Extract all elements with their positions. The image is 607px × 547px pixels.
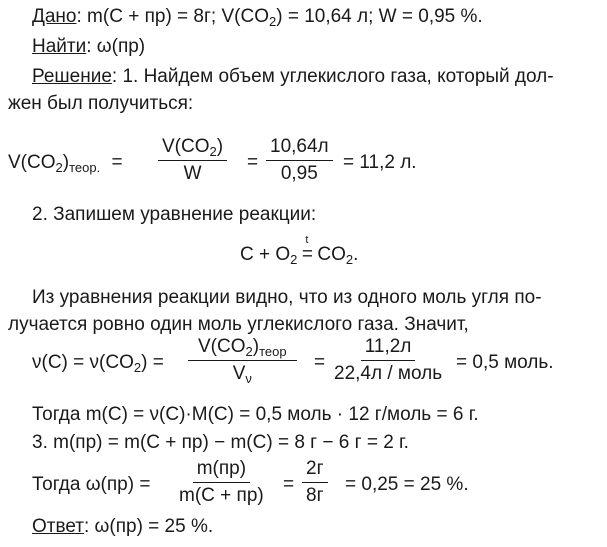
step2-line: 2. Запишем уравнение реакции: [32,204,317,225]
find-line [32,36,145,58]
formula3-result: = 0,25 = 25 %. [345,474,469,495]
formula2-fraction-2: 11,2л 22,4л / моль [334,336,443,384]
formula3-fraction-1: m(пр) m(C + пр) [179,458,264,506]
paragraph-line1: Из уравнения реакции видно, что из одного моль угля по- [32,287,542,308]
paragraph-line2: лучается ровно один моль углекислого газа. Значит, [8,314,469,335]
given-text-2: ) = 10,64 л; W = 0,95 %. [276,6,483,27]
step3-line: 3. m(пр) = m(C + пр) − m(C) = 8 г − 6 г = 2 г. [32,432,409,453]
reaction-equation: $C + O_2$ t = $CO_2$. [240,234,359,267]
formula1-fraction-2: 10,64л 0,95 [266,136,333,185]
given-label: Дано [32,6,77,27]
given-text-1: : m(C + пр) = 8г; V(CO [76,6,269,27]
given-sub: 2 [268,14,277,29]
answer-line [32,516,213,538]
formula2-result: = 0,5 моль. [456,352,554,373]
formula3-eq: = [283,474,295,495]
formula1-lhs: $V(CO_2)_{теор.}$ = [8,152,123,175]
formula3-lhs: Тогда ω(пр) = [32,474,151,495]
solution-step1-text: : 1. Найдем объем углекислого газа, который дол- [111,66,554,87]
formula2-fraction-1: $V(CO_2)_{теор}$ $V_\nu$ [188,336,297,385]
formula1-fraction-1: $\frac{V(CO_2)}{W}$ [158,136,227,185]
solution-step1-line1 [32,66,554,88]
formula1-eq2: = [247,152,259,173]
given-line [32,6,483,28]
formula1-result: = 11,2 л. [343,152,417,173]
reaction-arrow: t = [301,234,313,265]
formula3-fraction-2: 2г 8г [302,458,328,507]
formula2-eq: = [314,352,326,373]
find-label: Найти [32,36,87,57]
find-text: : ω(пр) [86,36,146,57]
then-mass-line: Тогда m(C) = ν(C)·M(C) = 0,5 моль · 12 г/моль = 6 г. [32,404,479,425]
solution-step1-line2: жен был получиться: [8,93,194,114]
answer-text: : ω(пр) = 25 %. [84,516,214,537]
formula2-lhs: $\nu(C) = \nu(CO_2)$ = [32,352,164,375]
answer-label: Ответ [32,516,84,537]
solution-label: Решение [32,66,112,87]
